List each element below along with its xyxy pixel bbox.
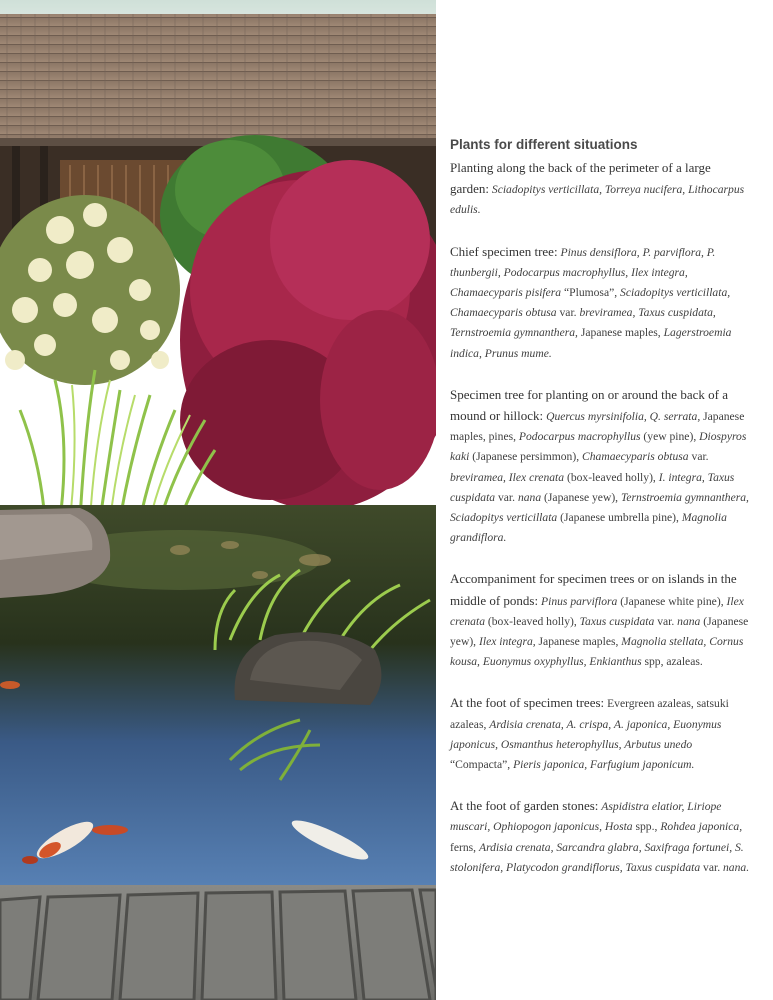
plant-section bbox=[450, 796, 750, 878]
page-heading: Plants for different situations bbox=[450, 137, 638, 152]
botanical-name: Taxus cuspidata bbox=[579, 614, 658, 628]
common-text: var. bbox=[559, 306, 580, 320]
plant-section bbox=[450, 569, 750, 672]
botanical-name: Ternstroemia gymnanthera, Sciadopitys verticillata bbox=[450, 490, 749, 525]
section-lead: At the foot of specimen trees: bbox=[450, 695, 605, 711]
common-text: (Japanese yew), bbox=[450, 614, 749, 649]
common-text: var. bbox=[703, 860, 723, 874]
common-text: Japanese maples, bbox=[580, 326, 664, 340]
botanical-name: Chamaecyparis obtusa bbox=[582, 450, 692, 464]
botanical-name: nana bbox=[677, 614, 704, 628]
common-text: (yew pine), bbox=[643, 430, 700, 444]
common-text: “Plumosa”, bbox=[564, 286, 621, 300]
botanical-name: Sciadopitys verticillata, Chamaecyparis obtusa bbox=[450, 286, 731, 320]
section-lead: Accompaniment for specimen trees or on islands in the middle of ponds: bbox=[450, 571, 737, 608]
section-lead: Planting along the back of the perimeter of a large garden: bbox=[450, 160, 711, 197]
common-text: (Japanese white pine), bbox=[620, 594, 727, 608]
botanical-name: Ilex crenata bbox=[450, 594, 744, 628]
common-text: (Japanese umbrella pine), bbox=[560, 511, 682, 525]
botanical-name: Ilex integra, bbox=[478, 635, 539, 649]
common-text: Evergreen azaleas, satsuki azaleas, bbox=[450, 697, 729, 731]
botanical-name: Diospyros kaki bbox=[450, 430, 747, 464]
plant-section bbox=[450, 158, 750, 221]
text-column bbox=[450, 137, 750, 899]
botanical-name: Rohdea japonica, bbox=[660, 820, 743, 834]
common-text: Japanese maples, bbox=[538, 635, 622, 649]
botanical-name: Pinus parviflora bbox=[541, 594, 621, 608]
common-text: var. bbox=[497, 490, 518, 504]
common-text: var. bbox=[691, 450, 709, 464]
section-lead: Chief specimen tree: bbox=[450, 243, 558, 259]
botanical-name: Magnolia grandiflora. bbox=[450, 511, 727, 545]
botanical-name: Sciadopitys verticillata, Torreya nucifera, Lithocarpus edulis. bbox=[450, 183, 745, 217]
common-text: spp., bbox=[635, 820, 661, 834]
botanical-name: nana bbox=[517, 490, 545, 504]
botanical-name: Pieris japonica, Farfugium japonicum. bbox=[513, 758, 695, 772]
plant-section bbox=[450, 242, 750, 364]
common-text: var. bbox=[657, 614, 678, 628]
botanical-name: Magnolia stellata, Cornus kousa, Euonymus oxyphyllus, Enkianthus bbox=[450, 635, 744, 669]
common-text: (box-leaved holly), bbox=[487, 614, 580, 628]
common-text: “Compacta”, bbox=[450, 758, 514, 772]
botanical-name: Ardisia crenata, Sarcandra glabra, Saxifraga fortunei, S. stolonifera, Platycodon grandiflorus, Taxus cuspidata bbox=[450, 840, 744, 874]
botanical-name: Aspidistra elatior, Liriope muscari, Ophiopogon japonicus, Hosta bbox=[450, 800, 722, 834]
common-text: (box-leaved holly), bbox=[566, 470, 659, 484]
botanical-name: Ardisia crenata, A. crispa, A. japonica, Euonymus japonicus, Osmanthus heterophyllus, Arbutus unedo bbox=[450, 717, 722, 751]
plant-section bbox=[450, 693, 750, 775]
botanical-name: breviramea, Taxus cuspidata, Ternstroemia gymnanthera, bbox=[450, 306, 716, 340]
section-lead: At the foot of garden stones: bbox=[450, 798, 599, 814]
botanical-name: nana. bbox=[723, 860, 750, 874]
botanical-name: Lagerstroemia indica, Prunus mume. bbox=[450, 326, 732, 360]
common-text: Japanese maples, pines, bbox=[450, 410, 745, 444]
common-text: (Japanese yew), bbox=[544, 490, 621, 504]
common-text: ferns, bbox=[450, 840, 479, 854]
botanical-name: Podocarpus macrophyllus bbox=[518, 430, 644, 444]
botanical-name: I. integra, Taxus cuspidata bbox=[450, 470, 735, 504]
botanical-name: Quercus myrsinifolia, Q. serrata, bbox=[546, 410, 704, 424]
section-lead: Specimen tree for planting on or around the back of a mound or hillock: bbox=[450, 386, 728, 424]
common-text: (Japanese persimmon), bbox=[472, 450, 583, 464]
botanical-name: Pinus densiflora, P. parviflora, P. thunbergii, Podocarpus macrophyllus, Ilex integra, Chamaecyparis pisifera bbox=[450, 245, 716, 300]
plant-section bbox=[450, 385, 750, 549]
botanical-name: breviramea, Ilex crenata bbox=[450, 470, 567, 484]
common-text: spp, azaleas. bbox=[644, 655, 703, 669]
sections-list bbox=[450, 158, 750, 878]
